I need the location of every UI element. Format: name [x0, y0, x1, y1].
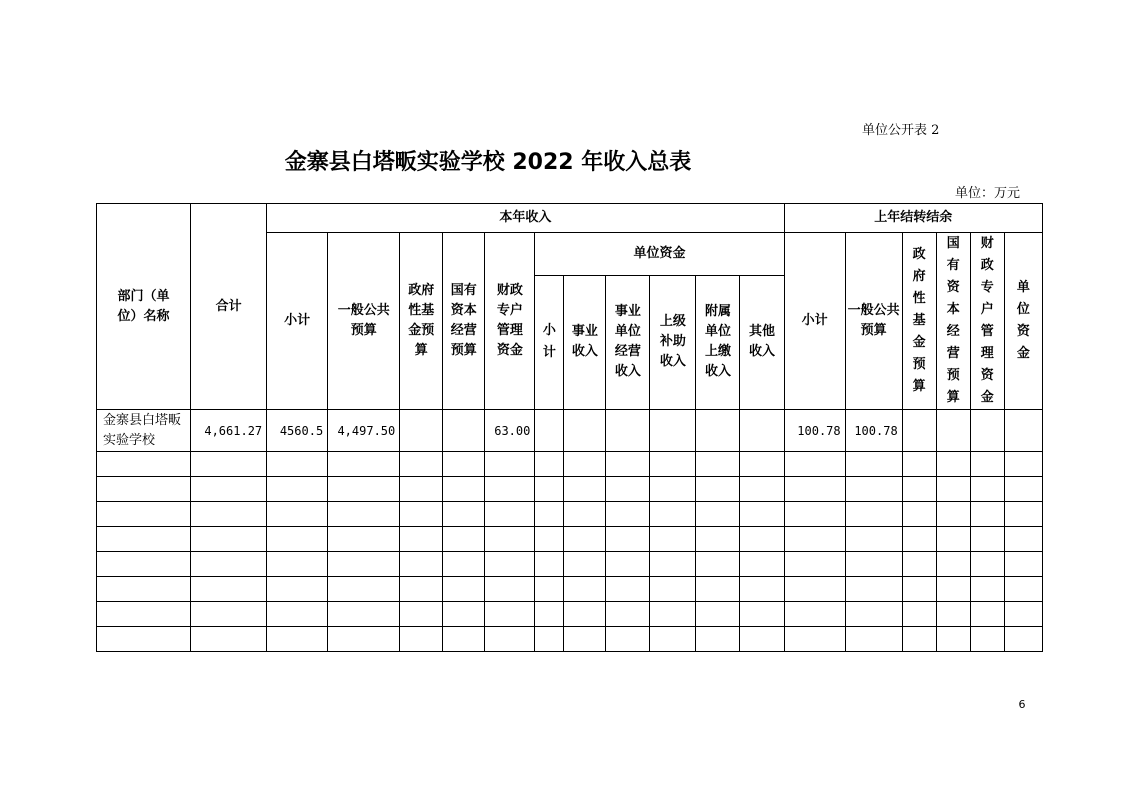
header-prev-state-capital-budget: 国有资本经营预算	[936, 233, 970, 410]
row-superior-subsidy-income	[650, 410, 696, 452]
empty-table-row	[97, 502, 1043, 527]
header-gov-fund-budget: 政府性基金预算	[400, 233, 443, 410]
header-subtotal: 小计	[267, 233, 328, 410]
header-total: 合计	[191, 204, 267, 410]
empty-table-row	[97, 602, 1043, 627]
income-summary-table	[96, 203, 1043, 652]
empty-table-row	[97, 552, 1043, 577]
row-business-operating-income	[606, 410, 650, 452]
row-dept-name: 金寨县白塔畈实验学校	[97, 410, 191, 452]
row-business-income	[564, 410, 606, 452]
header-prev-general-public-budget: 一般公共预算	[845, 233, 902, 410]
header-current-year-income: 本年收入	[267, 204, 784, 233]
row-subtotal: 4560.5	[267, 410, 328, 452]
header-prev-unit-funds: 单位资金	[1004, 233, 1042, 410]
header-business-operating-income: 事业单位经营收入	[606, 275, 650, 409]
row-unit-subtotal	[535, 410, 564, 452]
unit-label: 单位：万元	[954, 186, 1020, 201]
header-prev-gov-fund-budget: 政府性基金预算	[902, 233, 936, 410]
table-number-label: 单位公开表 2	[862, 123, 940, 138]
row-prev-state-capital-budget	[936, 410, 970, 452]
header-unit-funds: 单位资金	[535, 233, 784, 276]
header-affiliated-remit-income: 附属单位上缴收入	[696, 275, 740, 409]
table-row	[97, 410, 1043, 452]
row-total: 4,661.27	[191, 410, 267, 452]
page-number: 6	[1018, 698, 1026, 711]
empty-table-row	[97, 577, 1043, 602]
row-other-income	[740, 410, 784, 452]
empty-table-row	[97, 527, 1043, 552]
empty-table-row	[97, 477, 1043, 502]
header-superior-subsidy-income: 上级补助收入	[650, 275, 696, 409]
page-title: 金寨县白塔畈实验学校 2022 年收入总表	[284, 150, 692, 175]
row-prev-subtotal: 100.78	[784, 410, 845, 452]
row-prev-unit-funds	[1004, 410, 1042, 452]
empty-table-row	[97, 452, 1043, 477]
row-affiliated-remit-income	[696, 410, 740, 452]
header-general-public-budget: 一般公共预算	[328, 233, 400, 410]
row-prev-general-public-budget: 100.78	[845, 410, 902, 452]
row-prev-fiscal-special-funds	[970, 410, 1004, 452]
header-other-income: 其他收入	[740, 275, 784, 409]
row-fiscal-special-funds: 63.00	[485, 410, 535, 452]
header-unit-subtotal: 小计	[535, 275, 564, 409]
header-dept-name: 部门（单位）名称	[97, 204, 191, 410]
header-business-income: 事业收入	[564, 275, 606, 409]
empty-table-row	[97, 627, 1043, 652]
row-general-public-budget: 4,497.50	[328, 410, 400, 452]
row-prev-gov-fund-budget	[902, 410, 936, 452]
header-prev-year-carryover: 上年结转结余	[784, 204, 1042, 233]
header-fiscal-special-funds: 财政专户管理资金	[485, 233, 535, 410]
header-state-capital-budget: 国有资本经营预算	[443, 233, 485, 410]
row-state-capital-budget	[443, 410, 485, 452]
header-prev-subtotal: 小计	[784, 233, 845, 410]
header-prev-fiscal-special-funds: 财政专户管理资金	[970, 233, 1004, 410]
row-gov-fund-budget	[400, 410, 443, 452]
